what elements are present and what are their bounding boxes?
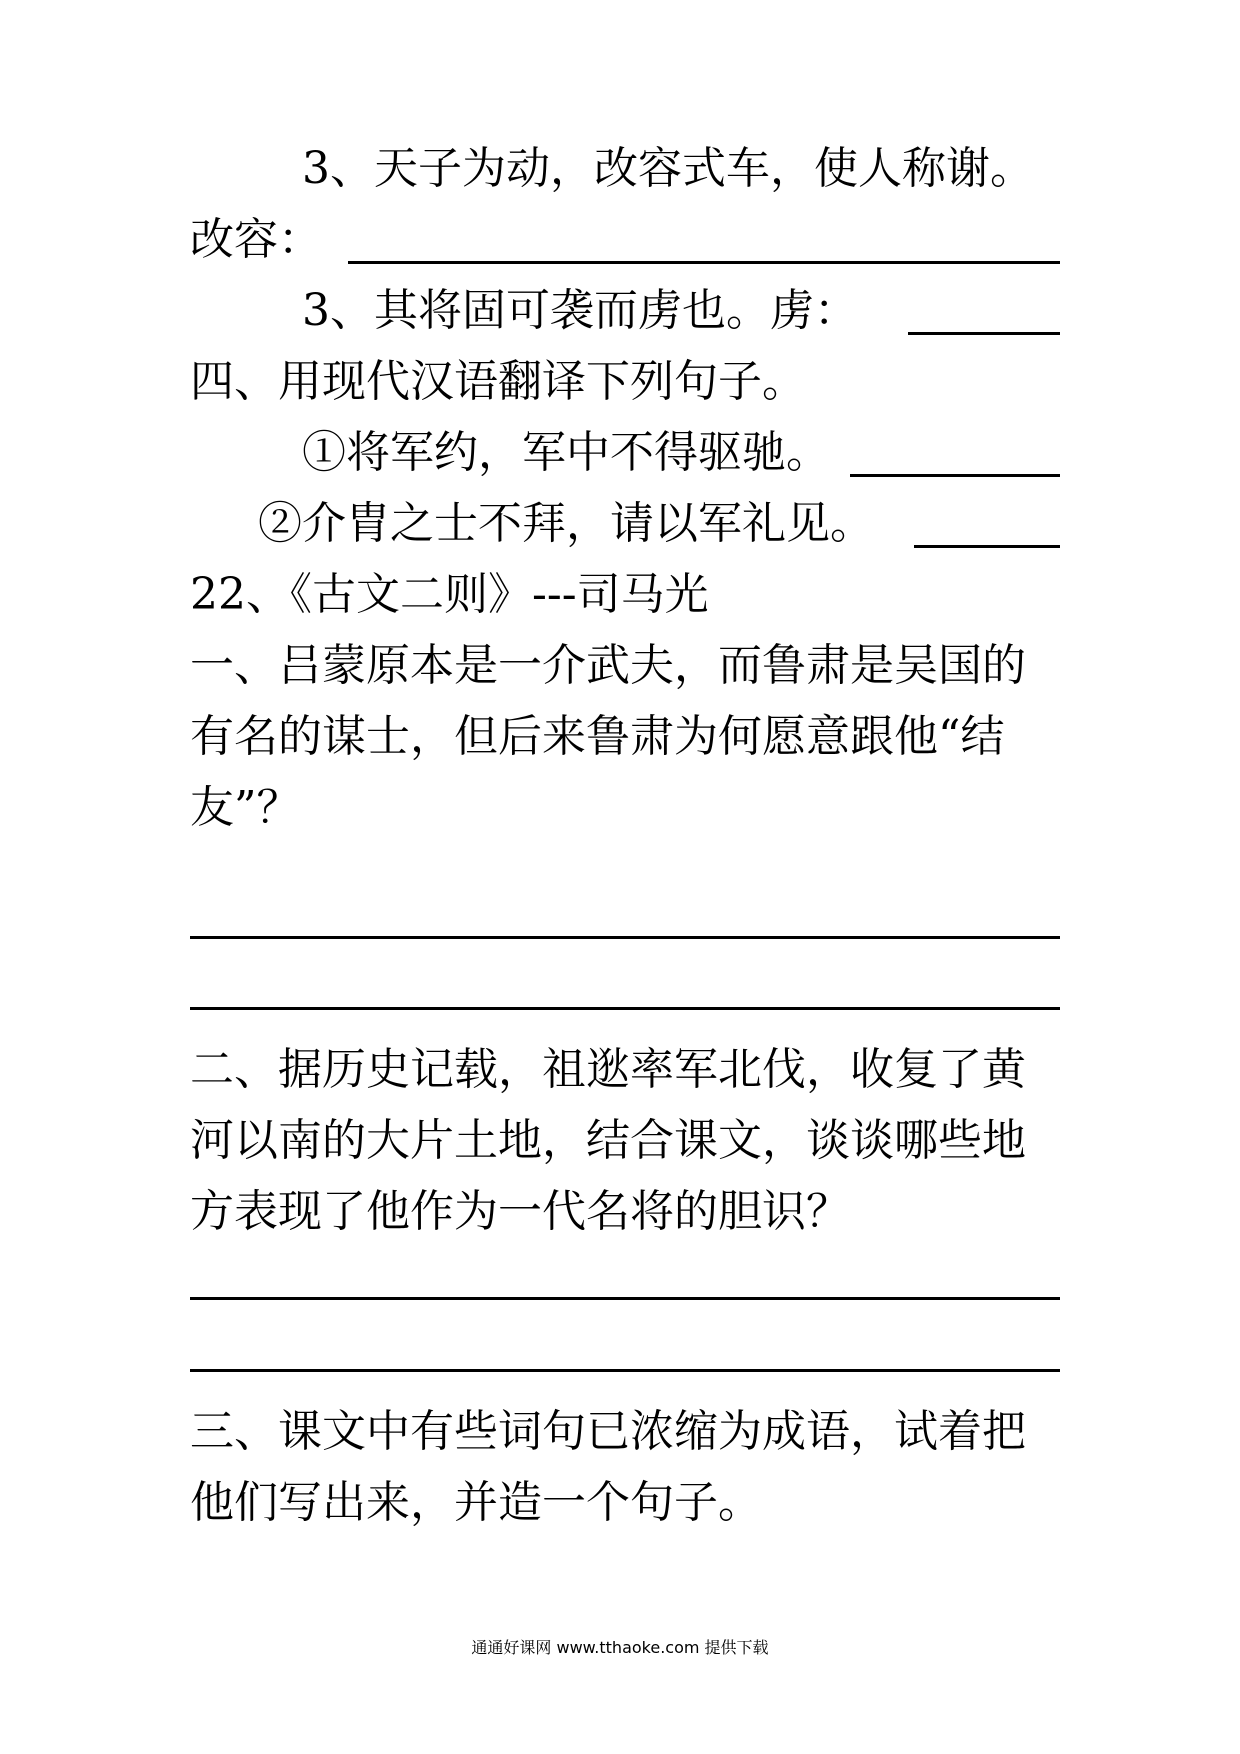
question-3b-text: 3、其将固可袭而虏也。虏： [302,285,858,336]
question-3a-word-label: 改容： [190,214,322,265]
q1-line-2 [190,701,1060,773]
q1-line-1-text: 一、吕蒙原本是一介武夫，而鲁肃是吴国的 [190,640,1026,691]
footer-credit: 通通好课网 www.tthaoke.com 提供下载 [471,1638,769,1657]
lesson-22-title-text: 22、《古文二则》---司马光 [190,569,709,620]
answer-blank-translation-1[interactable] [850,473,1060,477]
answer-blank-lu[interactable] [908,331,1060,335]
q2-line-3 [190,1176,1060,1248]
question-3a [190,133,1060,205]
q2-line-3-text: 方表现了他作为一代名将的胆识？ [190,1186,850,1237]
q3-line-1 [190,1396,1060,1468]
part4-heading-text: 四、用现代汉语翻译下列句子。 [190,356,806,407]
part4-item-2-text: ②介胄之士不拜，请以军礼见。 [258,498,874,549]
q3-line-2 [190,1467,1060,1539]
q3-line-2-text: 他们写出来，并造一个句子。 [190,1477,762,1528]
question-3b [190,275,1060,347]
q1-line-3 [190,772,1060,844]
q3-line-1-text: 三、课文中有些词句已浓缩为成语，试着把 [190,1406,1026,1457]
q1-line-3-text: 友”？ [190,782,301,833]
answer-line-q2-1[interactable] [190,1297,1060,1300]
q2-line-2-text: 河以南的大片土地，结合课文，谈谈哪些地 [190,1115,1026,1166]
answer-blank-gairong[interactable] [348,260,1060,264]
q1-line-1 [190,630,1060,702]
part4-item-2 [190,488,1060,560]
question-3a-text: 3、天子为动，改容式车，使人称谢。 [302,143,1034,194]
q2-line-1-text: 二、据历史记载，祖逖率军北伐，收复了黄 [190,1044,1026,1095]
answer-line-q2-2[interactable] [190,1369,1060,1372]
answer-line-q1-2[interactable] [190,1007,1060,1010]
part4-item-1-text: ①将军约，军中不得驱驰。 [302,427,830,478]
part4-heading [190,346,1060,418]
answer-line-q1-1[interactable] [190,936,1060,939]
question-3a-word [190,204,1060,276]
answer-blank-translation-2[interactable] [914,544,1060,548]
q1-line-2-text: 有名的谋士，但后来鲁肃为何愿意跟他“结 [190,711,1005,762]
q2-line-1 [190,1034,1060,1106]
part4-item-1 [190,417,1060,489]
q2-line-2 [190,1105,1060,1177]
lesson-22-title [190,559,1060,631]
